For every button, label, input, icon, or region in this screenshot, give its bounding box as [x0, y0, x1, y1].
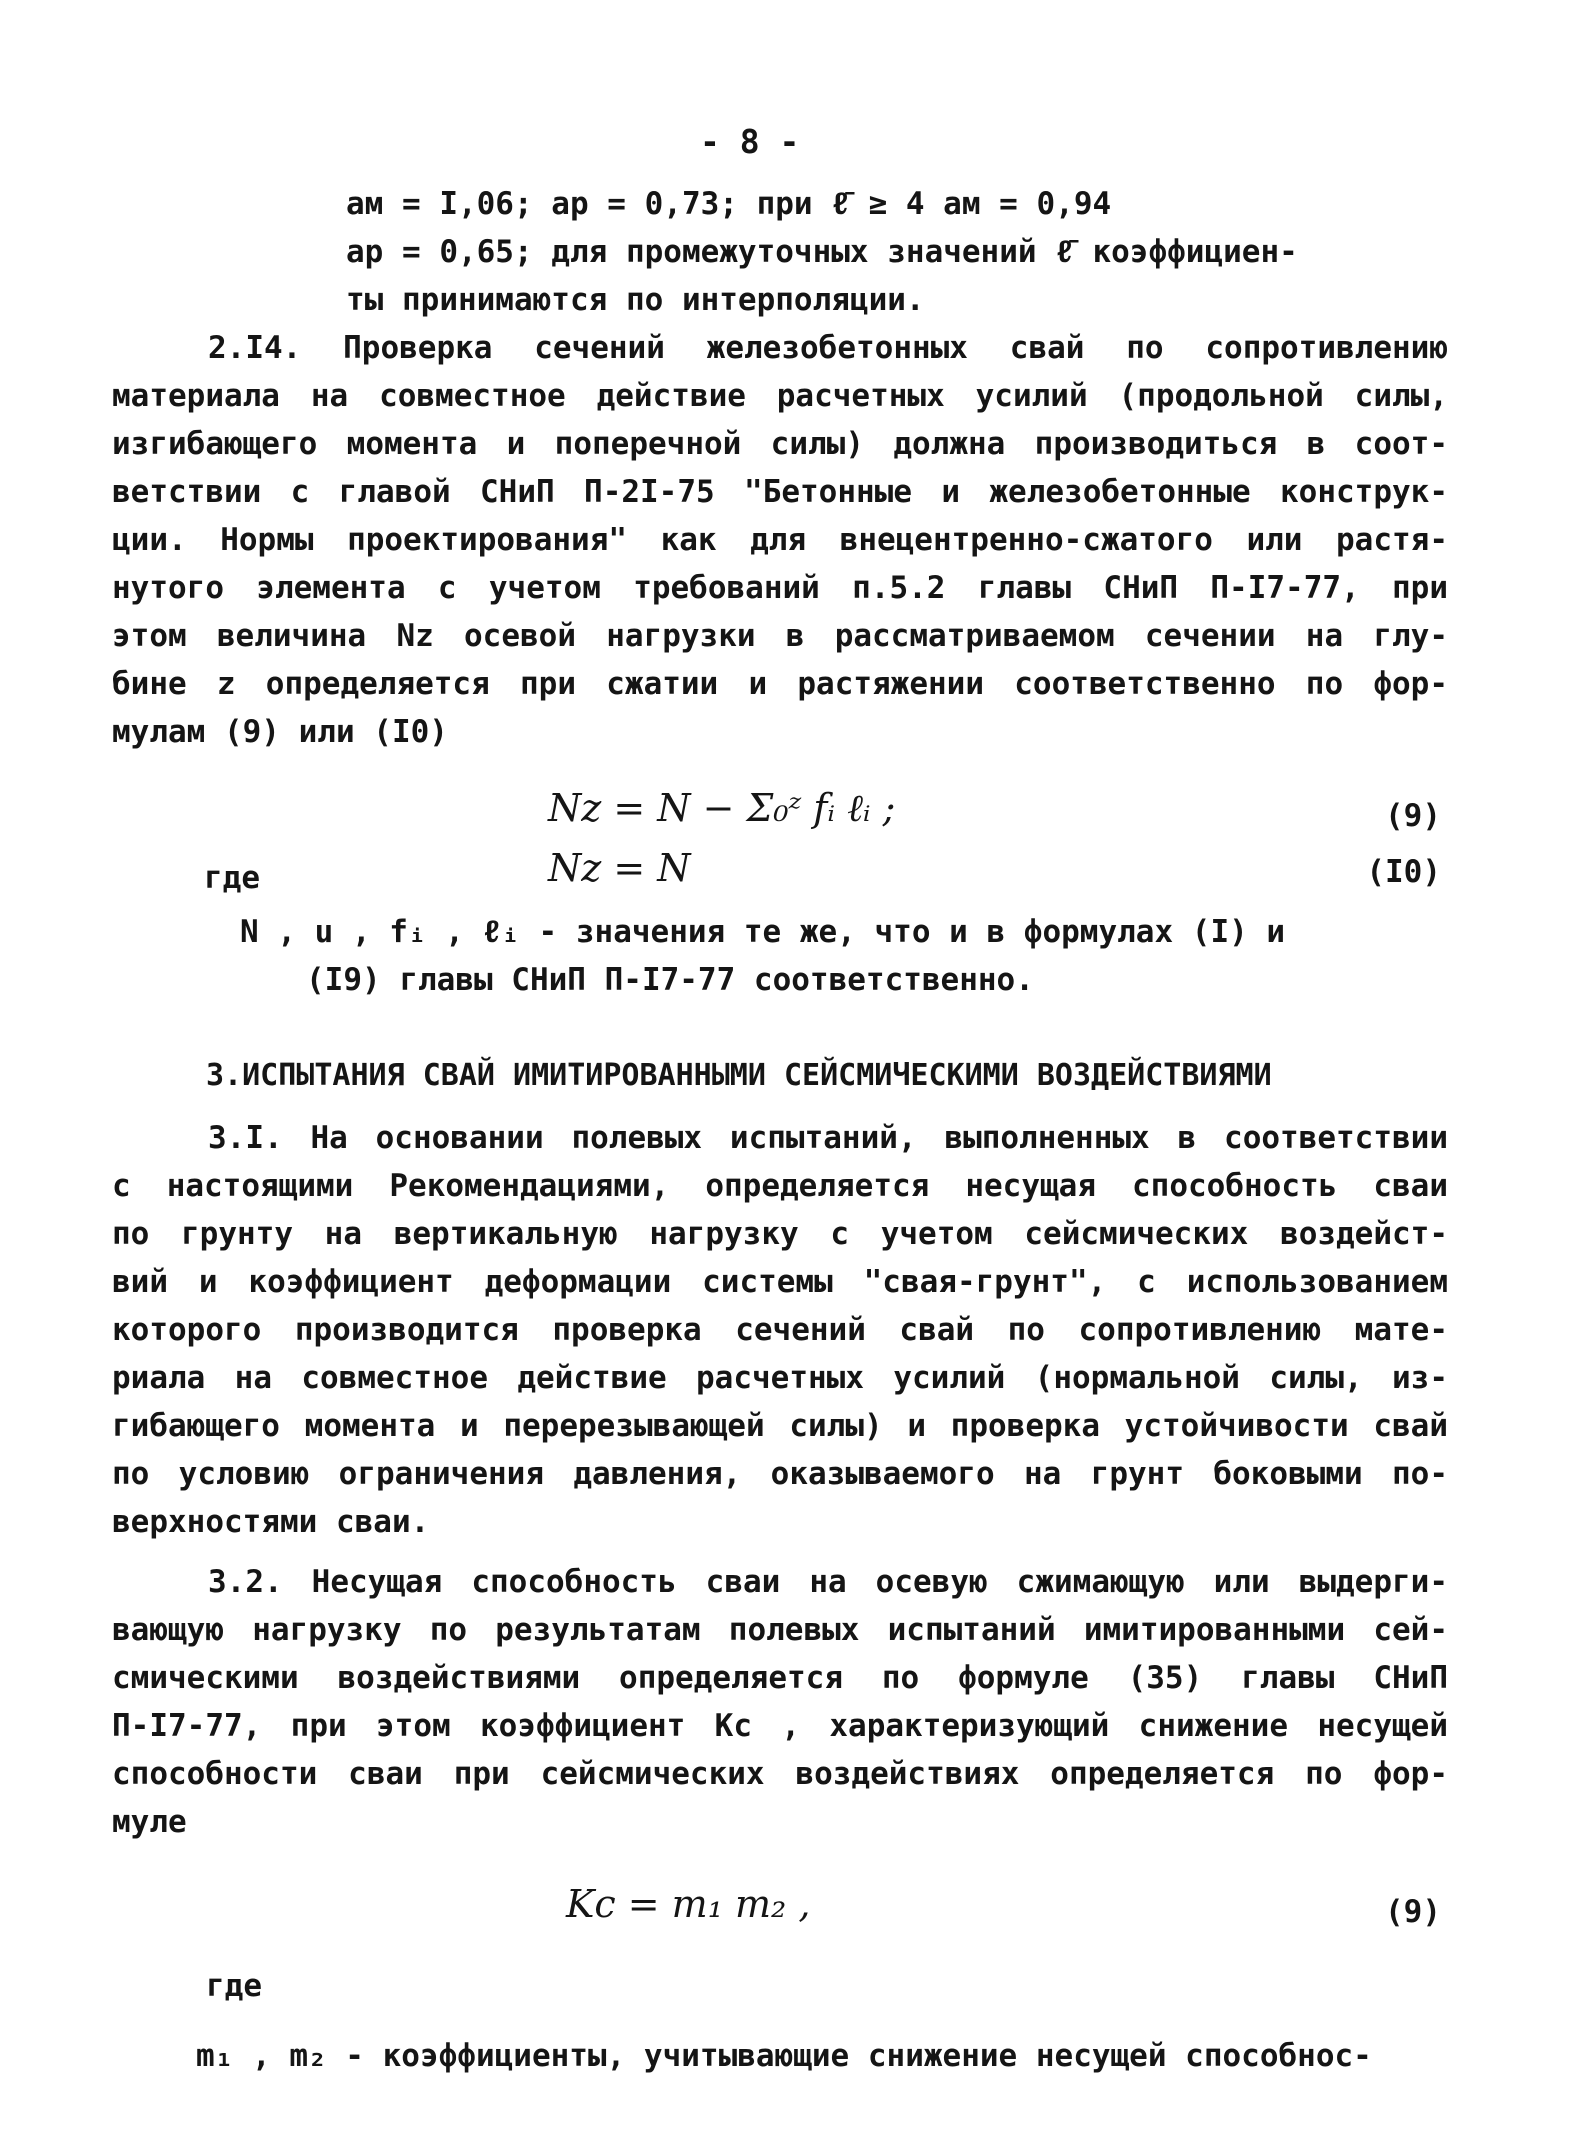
- section-3-heading: 3.ИСПЫТАНИЯ СВАЙ ИМИТИРОВАННЫМИ СЕЙСМИЧЕСКИМИ ВОЗДЕЙСТВИЯМИ: [206, 1058, 1272, 1093]
- para-3-1-line-4: вий и коэффициент деформации системы "свая-грунт", с использованием: [112, 1264, 1448, 1300]
- formula-9a-number: (9): [1385, 798, 1441, 834]
- para-2-14-line-7: этом величина Nz осевой нагрузки в рассматриваемом сечении на глу-: [112, 618, 1448, 654]
- formula-10: Nz = N: [548, 846, 691, 890]
- para-2-14-line-8: бине z определяется при сжатии и растяжении соответственно по фор-: [112, 666, 1448, 702]
- formula-kc-number: (9): [1385, 1894, 1441, 1930]
- formula-9a: Nz = N − Σ₀ᶻ fᵢ ℓᵢ ;: [548, 786, 896, 830]
- vars-line-1: N , u , fᵢ , ℓᵢ - значения те же, что и в формулах (I) и: [240, 914, 1286, 950]
- para-2-14-line-3: изгибающего момента и поперечной силы) должна производиться в соот-: [112, 426, 1448, 462]
- para-3-2-line-4: П-I7-77, при этом коэффициент Kc , характеризующий снижение несущей: [112, 1708, 1448, 1744]
- where-label-2: где: [206, 1968, 262, 2004]
- coef-line-2: aр = 0,65; для промежуточных значений ℓ̄ коэффициен-: [346, 234, 1298, 270]
- para-3-2-line-1: 3.2. Несущая способность сваи на осевую сжимающую или выдерги-: [208, 1564, 1448, 1600]
- para-2-14-line-5: ции. Нормы проектирования" как для внецентренно-сжатого или растя-: [112, 522, 1448, 558]
- para-3-1-line-3: по грунту на вертикальную нагрузку с учетом сейсмических воздейст-: [112, 1216, 1448, 1252]
- para-2-14-line-6: нутого элемента с учетом требований п.5.2 главы СНиП П-I7-77, при: [112, 570, 1448, 606]
- vars-line-2: (I9) главы СНиП П-I7-77 соответственно.: [306, 962, 1034, 998]
- coef-line-3: ты принимаются по интерполяции.: [346, 282, 925, 318]
- para-3-2-line-5: способности сваи при сейсмических воздействиях определяется по фор-: [112, 1756, 1448, 1792]
- formula-kc: Kc = m₁ m₂ ,: [566, 1882, 811, 1926]
- para-3-1-line-5: которого производится проверка сечений свай по сопротивлению мате-: [112, 1312, 1448, 1348]
- para-3-1-line-2: с настоящими Рекомендациями, определяется несущая способность сваи: [112, 1168, 1448, 1204]
- formula-10-number: (I0): [1366, 854, 1441, 890]
- para-3-1-line-9: верхностями сваи.: [112, 1504, 430, 1540]
- para-2-14-line-9: мулам (9) или (I0): [112, 714, 448, 750]
- para-2-14-line-2: материала на совместное действие расчетных усилий (продольной силы,: [112, 378, 1448, 414]
- para-2-14-line-1: 2.I4. Проверка сечений железобетонных свай по сопротивлению: [208, 330, 1448, 366]
- para-2-14-line-4: ветствии с главой СНиП П-2I-75 "Бетонные и железобетонные конструк-: [112, 474, 1448, 510]
- para-3-1-line-6: риала на совместное действие расчетных усилий (нормальной силы, из-: [112, 1360, 1448, 1396]
- para-3-2-line-3: смическими воздействиями определяется по формуле (35) главы СНиП: [112, 1660, 1448, 1696]
- para-3-2-line-2: вающую нагрузку по результатам полевых испытаний имитированными сей-: [112, 1612, 1448, 1648]
- para-3-1-line-1: 3.I. На основании полевых испытаний, выполненных в соответствии: [208, 1120, 1448, 1156]
- coef-line-1: aм = I,06; aр = 0,73; при ℓ̄ ≥ 4 aм = 0,94: [346, 186, 1112, 222]
- last-line: m₁ , m₂ - коэффициенты, учитывающие снижение несущей способнос-: [196, 2038, 1372, 2074]
- page-number: - 8 -: [700, 122, 800, 161]
- para-3-1-line-7: гибающего момента и перерезывающей силы) и проверка устойчивости свай: [112, 1408, 1448, 1444]
- para-3-1-line-8: по условию ограничения давления, оказываемого на грунт боковыми по-: [112, 1456, 1448, 1492]
- where-label-1: где: [204, 860, 260, 896]
- para-3-2-line-6: муле: [112, 1804, 187, 1840]
